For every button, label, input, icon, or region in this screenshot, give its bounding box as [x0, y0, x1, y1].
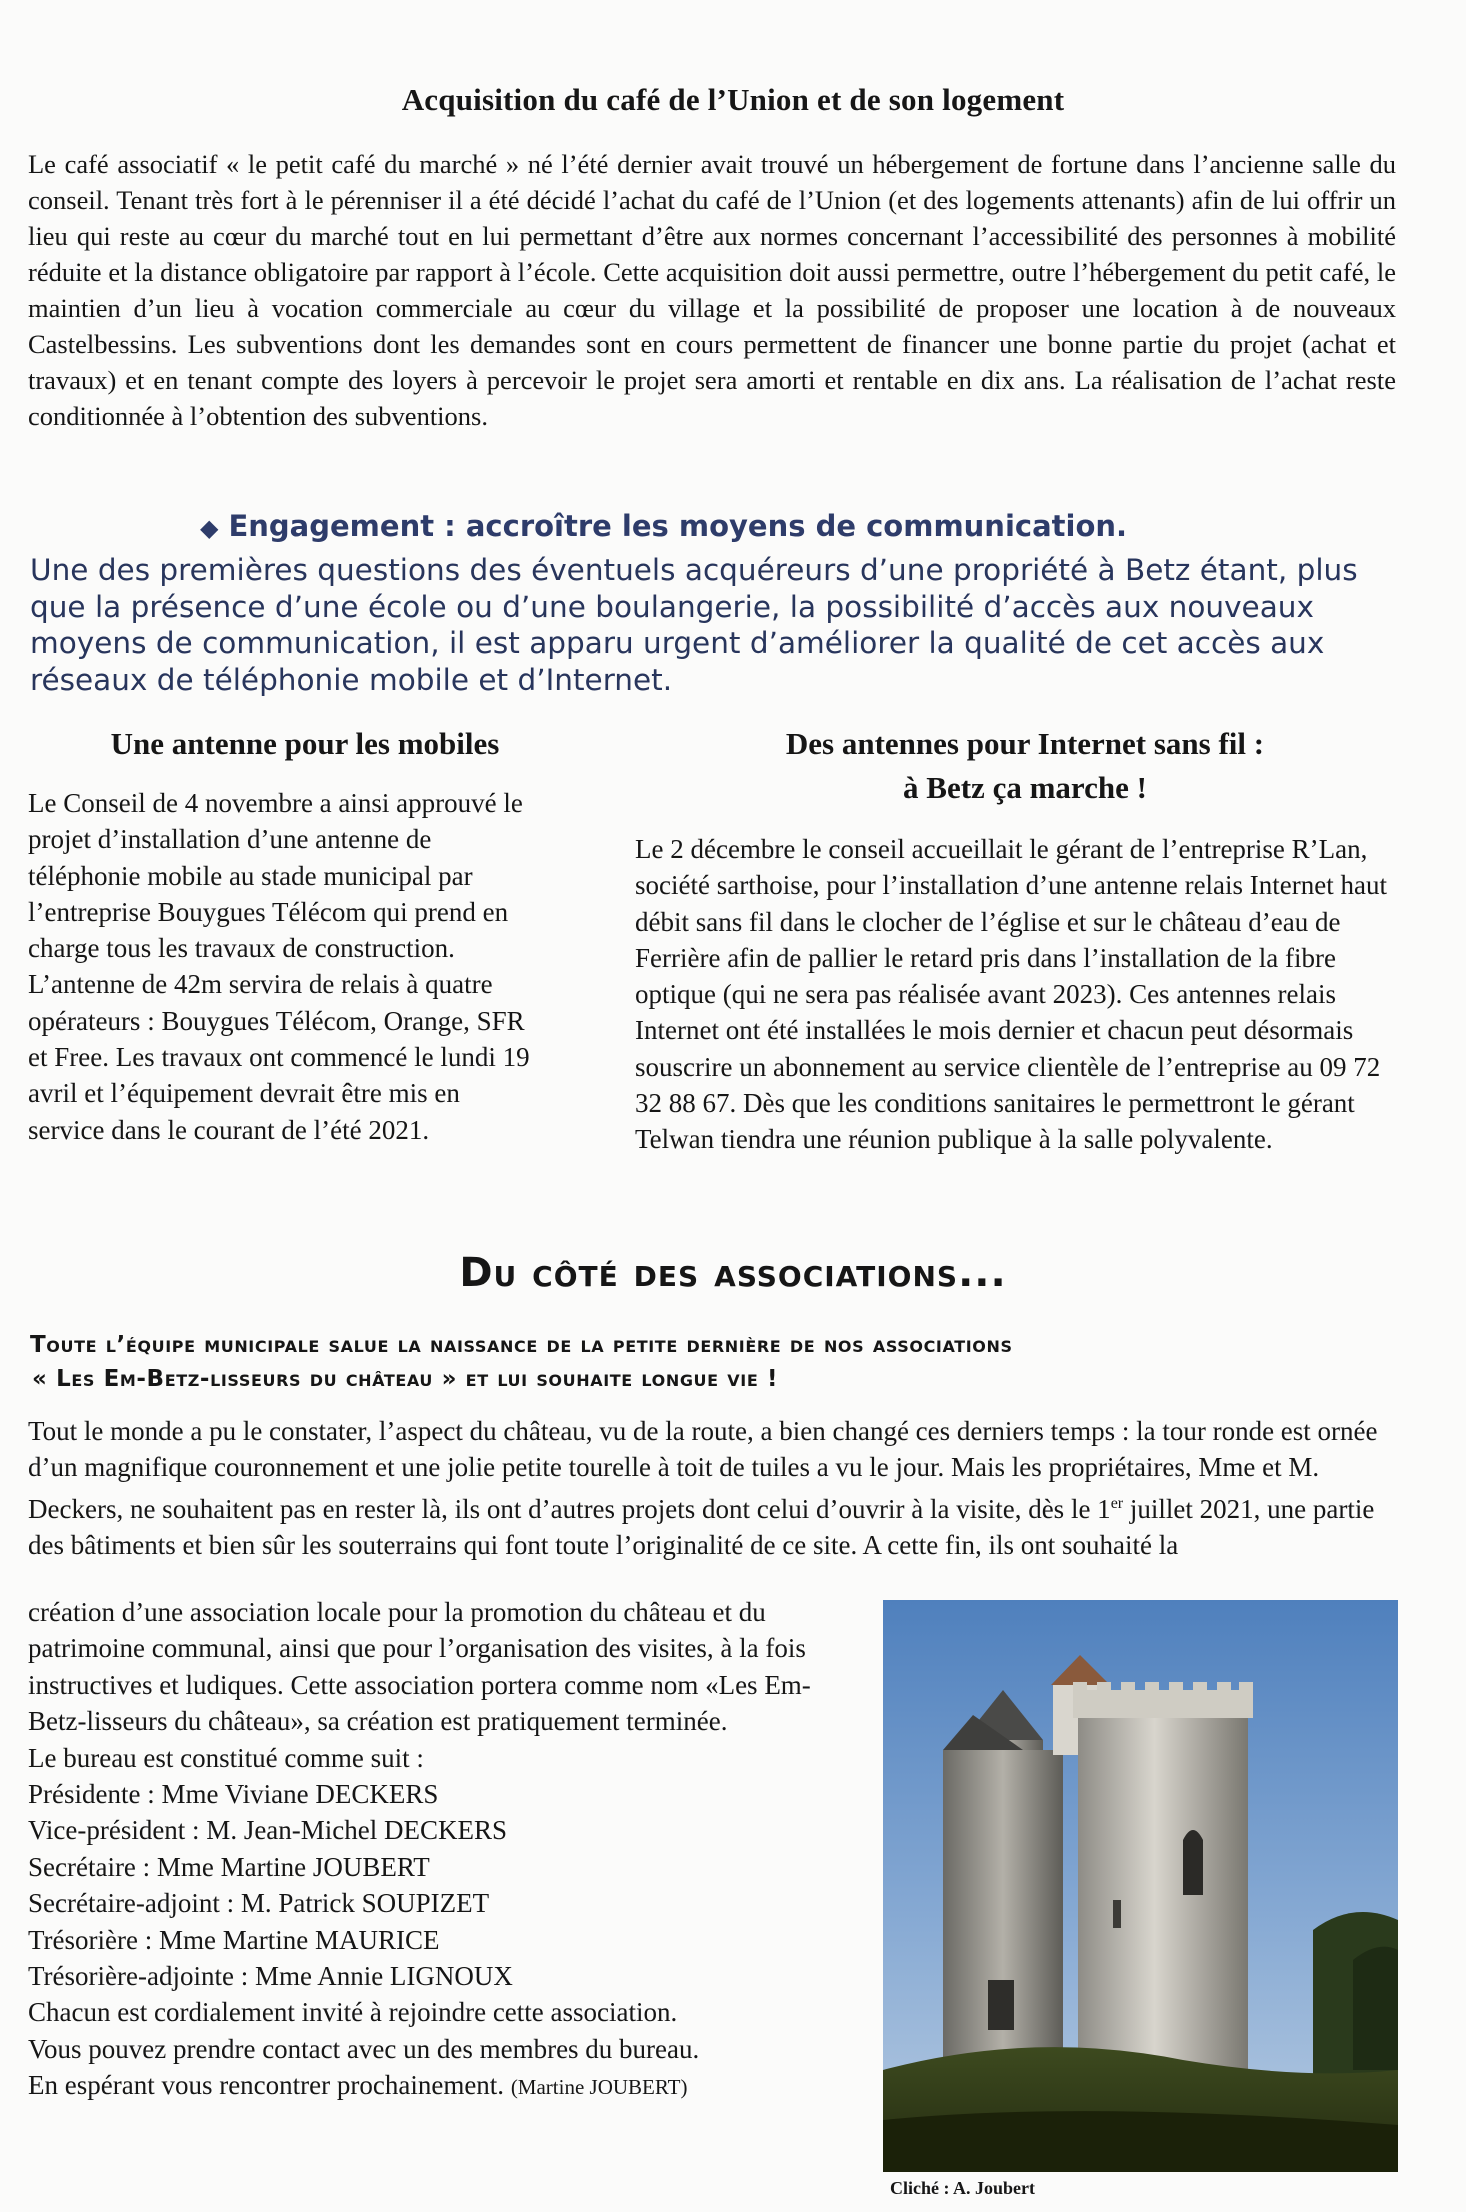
bureau-member-treasurer: Trésorière : Mme Martine MAURICE [28, 1924, 440, 1955]
signature: (Martine JOUBERT) [510, 2075, 688, 2100]
bureau-member-secretary: Secrétaire : Mme Martine JOUBERT [28, 1851, 430, 1882]
internet-antenna-body: Le 2 décembre le conseil accueillait le gérant de l’entreprise R’Lan, société sarthoise, pour l’installation d’une antenne relais Internet haut débit sans fil dans le clocher de l’église et sur le château d’eau de Ferrière afin de pallier le retard pris dans l’installation de la fibre optique (qui ne sera pas réalisée avant 2023). Ces antennes relais Internet ont été installées le mois dernier et chacun peut désormais souscrire un abonnement au service clientèle de l’entreprise au 09 72 32 88 67. Dès que les conditions sanitaires le permettront le gérant Telwan tiendra une réunion publique à la salle polyvalente. [635, 834, 1387, 1155]
associations-intro [28, 1413, 1394, 1564]
mobile-antenna-body: Le Conseil de 4 novembre a ainsi approuvé le projet d’installation d’une antenne de téléphonie mobile au stade municipal par l’entreprise Bouygues Télécom qui prend en charge tous les travaux de construction. L’antenne de 42m servira de relais à quatre opérateurs : Bouygues Télécom, Orange, SFR et Free. Les travaux ont commencé le lundi 19 avril et l’équipement devrait être mis en service dans le courant de l’été 2021. [28, 788, 530, 1145]
closing-greeting [28, 2067, 868, 2105]
closing-contact: Vous pouvez prendre contact avec un des membres du bureau. [28, 2033, 700, 2064]
associations-subtitle [30, 1328, 1430, 1396]
castle-photo [883, 1600, 1398, 2172]
internet-title-line2: à Betz ça marche ! [903, 770, 1147, 805]
engagement-title [200, 509, 1127, 543]
cafe-title: Acquisition du café de l’Union et de son logement [401, 82, 1065, 117]
intro-part-b: juillet 2021, une partie des bâtiments et bien sûr les souterrains qui font toute l’originalité de ce site. A cette fin, ils ont souhaité la [28, 1493, 1375, 1561]
engagement-body: Une des premières questions des éventuels acquéreurs d’une propriété à Betz étant, plus que la présence d’une école ou d’une boulangerie, la possibilité d’accès aux nouveaux moyens de communication, il est apparu urgent d’améliorer la qualité de cet accès aux réseaux de téléphonie mobile et d’Internet. [30, 553, 1358, 697]
bureau-member-deputy-secretary: Secrétaire-adjoint : M. Patrick SOUPIZET [28, 1888, 490, 1919]
associations-title: Du côté des associations... [459, 1250, 1007, 1296]
intro-part-a: Tout le monde a pu le constater, l’aspect du château, vu de la route, a bien changé ces derniers temps : la tour ronde est ornée d’un magnifique couronnement et une jolie petite tourelle à toit de tuiles a vu le jour. Mais les propriétaires, Mme et M. Deckers, ne souhaitent pas en rester là, ils ont d’autres projets dont celui d’ouvrir à la visite, dès le 1 [28, 1416, 1378, 1524]
associations-subtitle-line2: « Les Em-Betz-lisseurs du château » et lui souhaite longue vie ! [32, 1366, 779, 1392]
associations-details [28, 1594, 868, 2106]
mobile-antenna-title: Une antenne pour les mobiles [110, 726, 500, 761]
closing-invitation: Chacun est cordialement invité à rejoindre cette association. [28, 1997, 678, 2028]
diamond-bullet-icon: ◆ [200, 514, 219, 542]
association-creation-text: création d’une association locale pour la promotion du château et du patrimoine communal, ainsi que pour l’organisation des visites, à la fois instructives et ludiques. Cette association portera comme nom «Les Em-Betz-lisseurs du château», sa création est pratiquement terminée. [28, 1597, 811, 1737]
engagement-title-text: Engagement : accroître les moyens de communication. [228, 509, 1128, 543]
internet-title-line1: Des antennes pour Internet sans fil : [785, 726, 1265, 761]
internet-antenna-title [630, 722, 1420, 810]
bureau-member-president: Présidente : Mme Viviane DECKERS [28, 1779, 439, 1810]
bureau-member-deputy-treasurer: Trésorière-adjointe : Mme Annie LIGNOUX [28, 1961, 513, 1992]
cafe-body: Le café associatif « le petit café du marché » né l’été dernier avait trouvé un hébergement de fortune dans l’ancienne salle du conseil. Tenant très fort à le pérenniser il a été décidé l’achat du café de l’Union (et des logements attenants) afin de lui offrir un lieu qui reste au cœur du marché tout en lui permettant d’être aux normes concernant l’accessibilité des personnes à mobilité réduite et la distance obligatoire par rapport à l’école. Cette acquisition doit aussi permettre, outre l’hébergement du petit café, le maintien d’un lieu à vocation commerciale au cœur du village et la possibilité de proposer une location à de nouveaux Castelbessins. Les subventions dont les demandes sont en cours permettent de financer une bonne partie du projet (achat et travaux) et en tenant compte des loyers à percevoir le projet sera amorti et rentable en dix ans. La réalisation de l’achat reste conditionnée à l’obtention des subventions. [28, 149, 1396, 431]
associations-subtitle-line1: Toute l’équipe municipale salue la naissance de la petite dernière de nos associations [30, 1332, 1013, 1358]
photo-caption: Cliché : A. Joubert [890, 2178, 1035, 2198]
bureau-member-vice-president: Vice-président : M. Jean-Michel DECKERS [28, 1815, 508, 1846]
bureau-intro: Le bureau est constitué comme suit : [28, 1742, 424, 1773]
intro-superscript: er [1110, 1494, 1124, 1512]
closing-greeting-text: En espérant vous rencontrer prochainement. [28, 2070, 505, 2101]
